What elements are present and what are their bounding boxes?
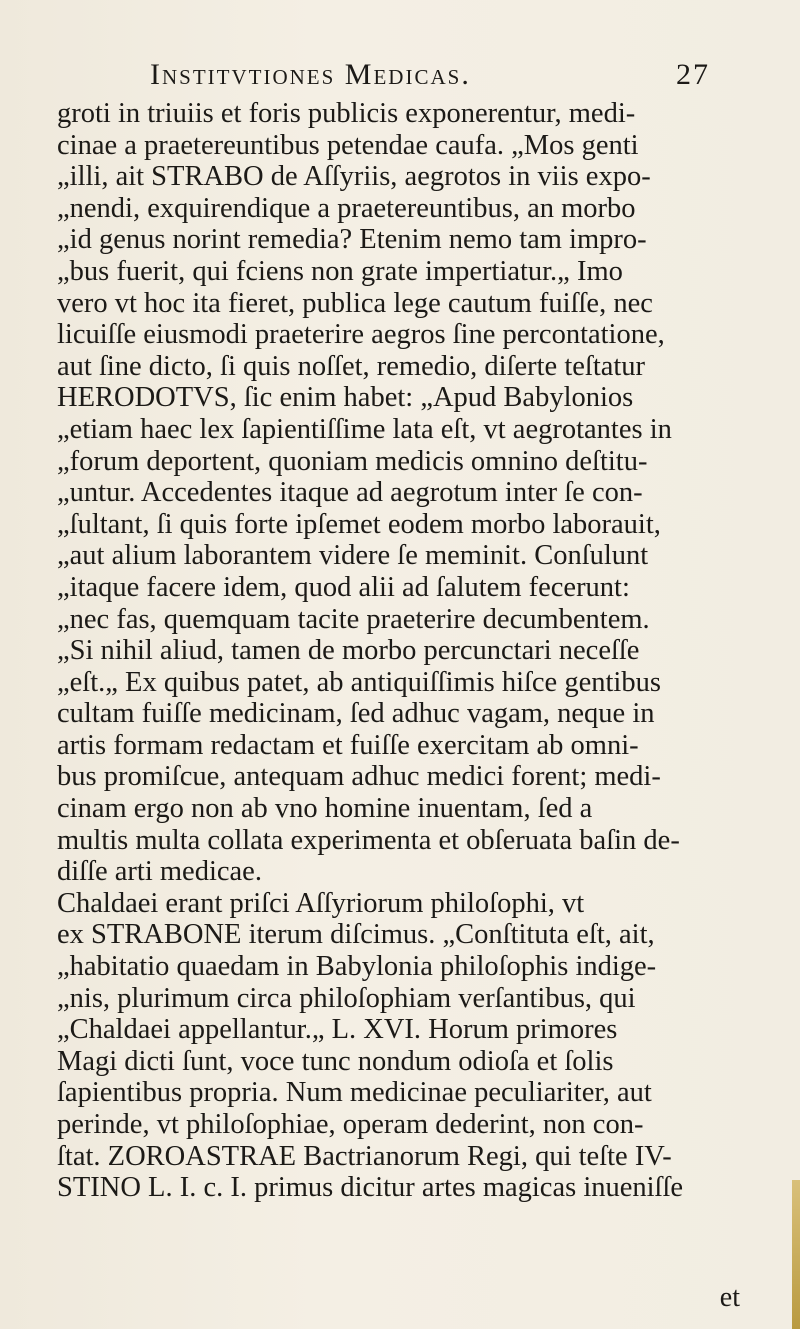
text-line: ſapientibus propria. Num medicinae peculiariter, aut	[57, 1077, 652, 1109]
running-title: Institvtiones Medicas.	[150, 58, 471, 91]
text-line: ſtat. ZOROASTRAE Bactrianorum Regi, qui teſte IV-	[57, 1140, 672, 1172]
text-line: multis multa collata experimenta et obſeruata baſin de-	[57, 824, 680, 856]
catchword: et	[719, 1282, 740, 1313]
text-line: „itaque facere idem, quod alii ad ſalutem fecerunt:	[57, 571, 630, 603]
text-line: „nendi, exquirendique a praetereuntibus, an morbo	[57, 192, 636, 224]
page-edge-marker	[792, 1180, 800, 1329]
text-line: Chaldaei erant priſci Aſſyriorum philoſophi, vt	[57, 887, 585, 919]
text-line: „etiam haec lex ſapientiſſime lata eſt, vt aegrotantes in	[57, 413, 672, 445]
text-line: STINO L. I. c. I. primus dicitur artes magicas inueniſſe	[57, 1172, 684, 1204]
text-line: bus promiſcue, antequam adhuc medici forent; medi-	[57, 761, 661, 793]
text-line: groti in triuiis et foris publicis exponerentur, medi-	[57, 98, 636, 129]
text-line: Magi dicti ſunt, voce tunc nondum odioſa et ſolis	[57, 1045, 614, 1077]
text-line: perinde, vt philoſophiae, operam dederint, non con-	[57, 1109, 644, 1140]
text-line: cinam ergo non ab vno homine inuentam, ſed a	[57, 793, 593, 825]
text-line: cultam fuiſſe medicinam, ſed adhuc vagam, neque in	[57, 698, 655, 730]
text-line: „untur. Accedentes itaque ad aegrotum inter ſe con-	[57, 477, 643, 509]
text-line: HERODOTVS, ſic enim habet: „Apud Babylonios	[57, 382, 634, 414]
text-line: vero vt hoc ita fieret, publica lege cautum fuiſſe, nec	[57, 287, 653, 319]
page-number: 27	[676, 58, 710, 91]
text-line: artis formam redactam et fuiſſe exercitam ab omni-	[57, 729, 639, 761]
text-line: „illi, ait STRABO de Aſſyriis, aegrotos in viis expo-	[57, 161, 651, 193]
text-line: licuiſſe eiusmodi praeterire aegros ſine percontatione,	[57, 319, 665, 351]
text-line: cinae a praetereuntibus petendae caufa. „Mos genti	[57, 129, 639, 161]
text-line: „nis, plurimum circa philoſophiam verſantibus, qui	[57, 982, 636, 1014]
text-line: „habitatio quaedam in Babylonia philoſophis indige-	[57, 951, 657, 983]
text-line: „bus fuerit, qui fciens non grate impertiatur.„ Imo	[57, 255, 623, 287]
text-line: „ſultant, ſi quis forte ipſemet eodem morbo laborauit,	[57, 508, 661, 540]
text-line: ex STRABONE iterum diſcimus. „Conſtituta eſt, ait,	[57, 919, 655, 951]
text-line: „nec fas, quemquam tacite praeterire decumbentem.	[57, 603, 650, 635]
text-line: „Chaldaei appellantur.„ L. XVI. Horum primores	[57, 1014, 618, 1046]
text-line: „aut alium laborantem videre ſe meminit. Conſulunt	[57, 540, 649, 572]
text-line: „Si nihil aliud, tamen de morbo percunctari neceſſe	[57, 635, 640, 667]
running-header	[150, 58, 710, 98]
text-line: diſſe arti medicae.	[57, 856, 262, 888]
text-line: „id genus norint remedia? Etenim nemo tam impro-	[57, 224, 647, 256]
body-text	[57, 98, 759, 1204]
text-line: aut ſine dicto, ſi quis noſſet, remedio, diſerte teſtatur	[57, 350, 646, 382]
text-line: „forum deportent, quoniam medicis omnino deſtitu-	[57, 445, 648, 477]
text-line: „eſt.„ Ex quibus patet, ab antiquiſſimis hiſce gentibus	[57, 666, 661, 698]
